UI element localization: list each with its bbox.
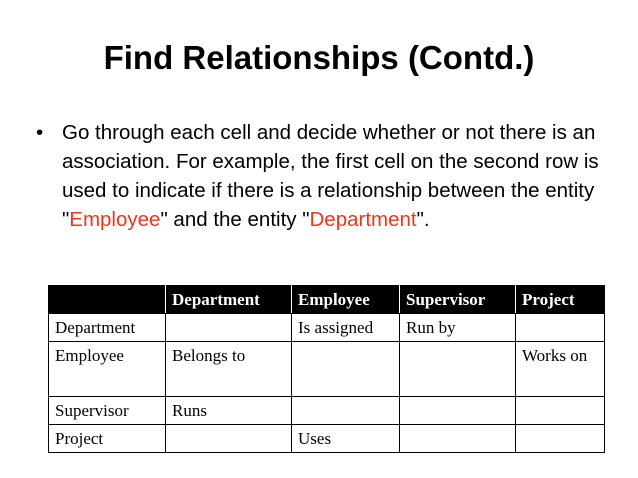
table-header-row (49, 286, 605, 314)
table-cell: Is assigned (292, 314, 400, 342)
bullet-paragraph (36, 118, 606, 234)
table-cell: Belongs to (166, 342, 292, 397)
table-cell (166, 425, 292, 453)
bullet-text-part-2: " and the entity " (160, 208, 310, 231)
bullet-text-part-1: Go through each cell and decide whether or not there is an association. For example, the first cell on the second row is used to indicate if there is a relationship between the entity " (62, 121, 599, 231)
table-cell (400, 397, 516, 425)
table-row-supervisor (49, 397, 605, 425)
bullet-text (62, 118, 606, 234)
header-cell-department: Department (166, 286, 292, 314)
table-cell (292, 397, 400, 425)
relationship-matrix-table (48, 285, 605, 453)
table-cell (400, 342, 516, 397)
table-cell (516, 314, 605, 342)
bullet-text-part-3: ". (416, 208, 430, 231)
header-cell-project: Project (516, 286, 605, 314)
row-label-cell: Project (49, 425, 166, 453)
table-cell (166, 314, 292, 342)
table-cell: Run by (400, 314, 516, 342)
table-cell (516, 425, 605, 453)
table-row-project (49, 425, 605, 453)
table-cell: Works on (516, 342, 605, 397)
bullet-marker: • (36, 121, 44, 144)
table-row-employee (49, 342, 605, 397)
table-row-department (49, 314, 605, 342)
row-label-cell: Department (49, 314, 166, 342)
table-cell: Runs (166, 397, 292, 425)
header-cell-supervisor: Supervisor (400, 286, 516, 314)
table-cell (292, 342, 400, 397)
slide-title: Find Relationships (Contd.) (103, 39, 535, 76)
table-cell: Uses (292, 425, 400, 453)
highlight-employee: Employee (69, 208, 161, 231)
row-label-cell: Supervisor (49, 397, 166, 425)
highlight-department: Department (309, 208, 417, 231)
header-cell-empty (49, 286, 166, 314)
header-cell-employee: Employee (292, 286, 400, 314)
table-cell (400, 425, 516, 453)
row-label-cell: Employee (49, 342, 166, 397)
table-cell (516, 397, 605, 425)
